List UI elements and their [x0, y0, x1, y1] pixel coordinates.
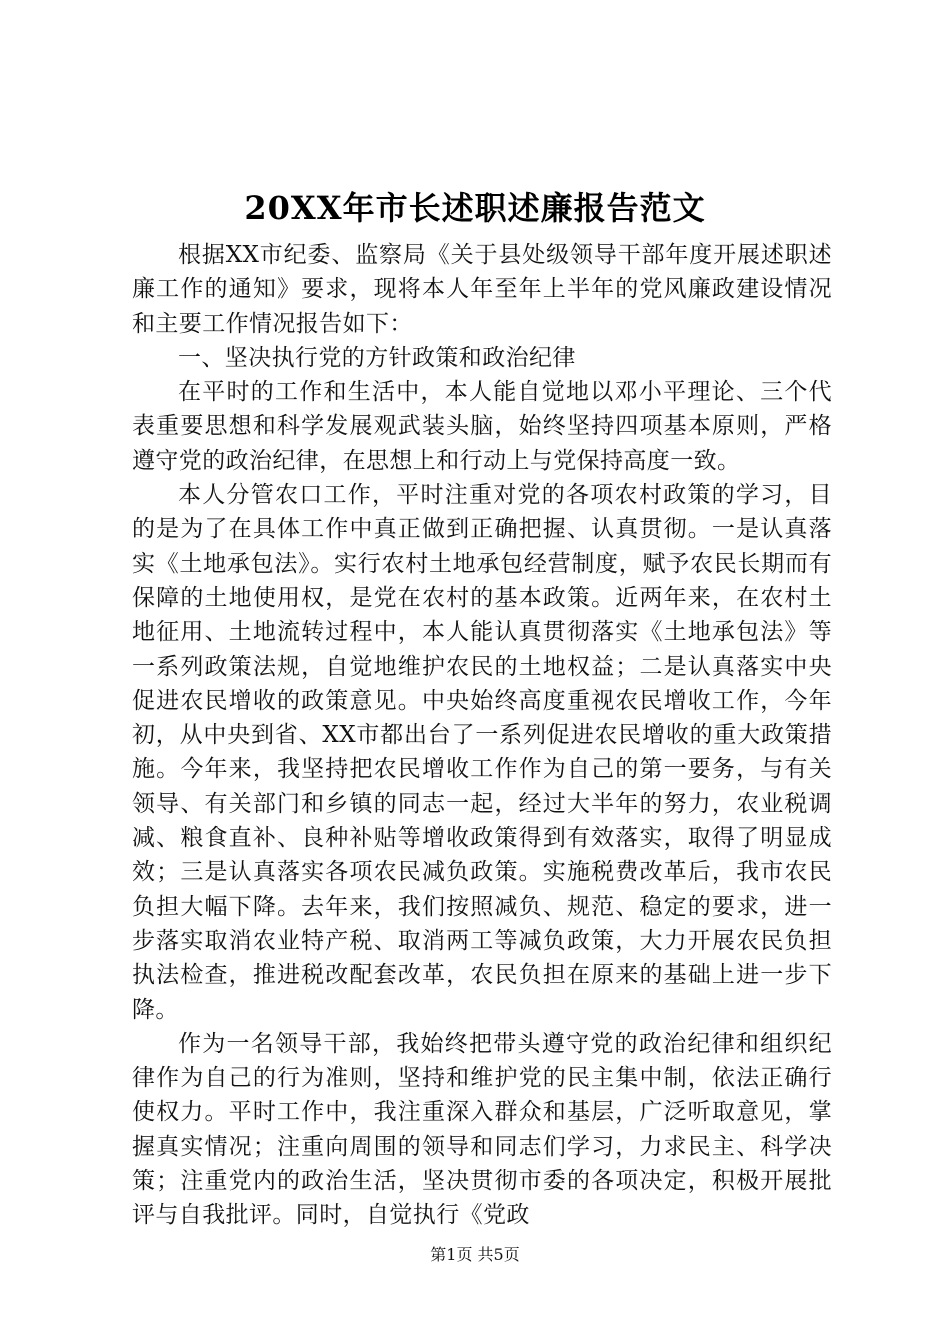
document-title: 20XX年市长述职述廉报告范文 — [244, 189, 706, 227]
paragraph-leadership: 作为一名领导干部，我始终把带头遵守党的政治纪律和组织纪律作为自己的行为准则，坚持和维护党的民主集中制，依法正确行使权力。平时工作中，我注重深入群众和基层，广泛听取意见，掌握真实情况；注重向周围的领导和同志们学习，力求民主、科学决策；注重党内的政治生活，坚决贯彻市委的各项决定，积极开展批评与自我批评。同时，自觉执行《党政 — [132, 1030, 832, 1229]
paragraph-intro: 根据XX市纪委、监察局《关于县处级领导干部年度开展述职述廉工作的通知》要求，现将本人年至年上半年的党风廉政建设情况和主要工作情况报告如下： — [132, 242, 832, 337]
paragraph-rural-policy: 本人分管农口工作，平时注重对党的各项农村政策的学习，目的是为了在具体工作中真正做到正确把握、认真贯彻。一是认真落实《土地承包法》。实行农村土地承包经营制度，赋予农民长期而有保障的土地使用权，是党在农村的基本政策。近两年来，在农村土地征用、土地流转过程中，本人能认真贯彻落实《土地承包法》等一系列政策法规，自觉地维护农民的土地权益；二是认真落实中央促进农民增收的政策意见。中央始终高度重视农民增收工作，今年初，从中央到省、XX市都出台了一系列促进农民增收的重大政策措施。今年来，我坚持把农民增收工作作为自己的第一要务，与有关领导、有关部门和乡镇的同志一起，经过大半年的努力，农业税调减、粮食直补、良种补贴等增收政策得到有效落实，取得了明显成效；三是认真落实各项农民减负政策。实施税费改革后，我市农民负担大幅下降。去年来，我们按照减负、规范、稳定的要求，进一步落实取消农业特产税、取消两工等减负政策，大力开展农民负担执法检查，推进税改配套改革，农民负担在原来的基础上进一步下降。 — [132, 482, 832, 1023]
page-footer: 第1页 共5页 — [430, 1245, 520, 1264]
document-body — [132, 238, 832, 1233]
section-heading-1: 一、坚决执行党的方针政策和政治纪律 — [178, 344, 576, 371]
paragraph-political-discipline: 在平时的工作和生活中，本人能自觉地以邓小平理论、三个代表重要思想和科学发展观武装头脑，始终坚持四项基本原则，严格遵守党的政治纪律，在思想上和行动上与党保持高度一致。 — [132, 379, 832, 474]
